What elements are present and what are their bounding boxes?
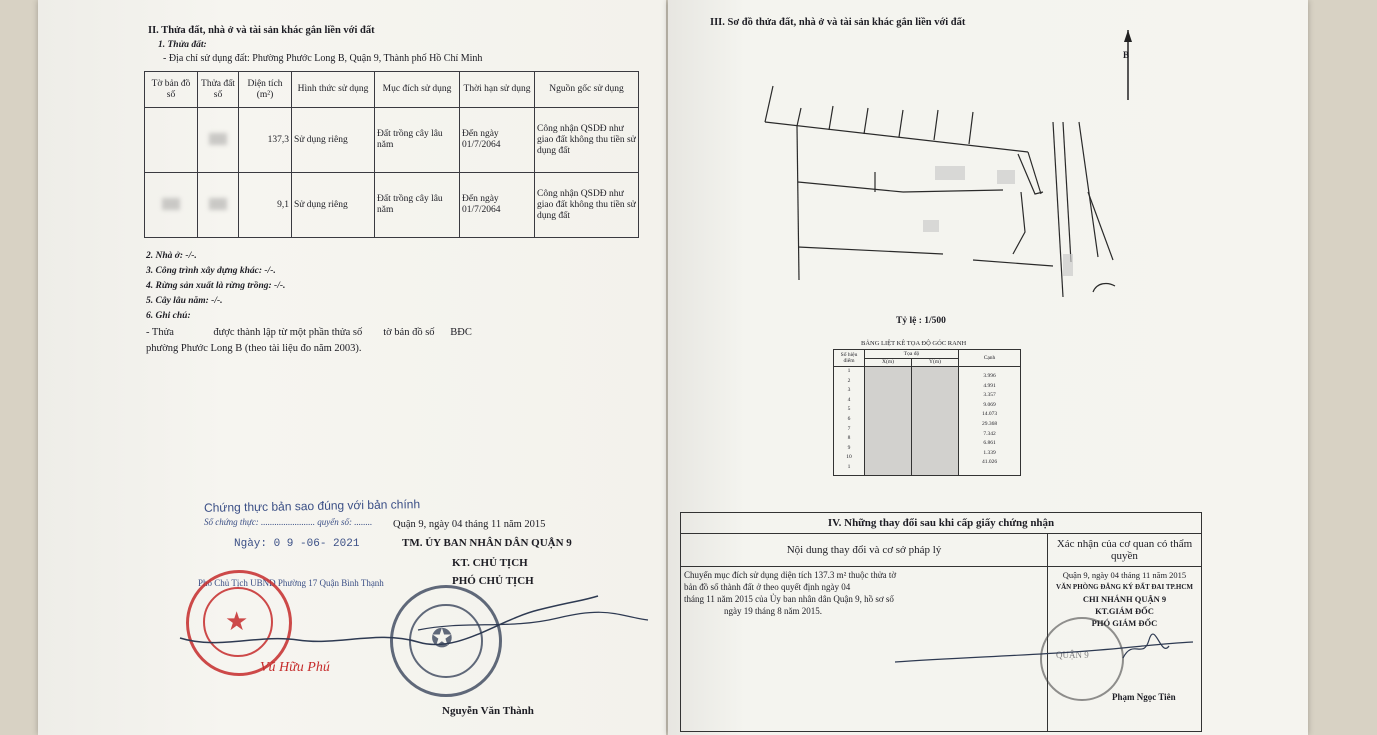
cell-term: Đến ngày 01/7/2064 bbox=[460, 173, 535, 238]
coord-point: 2 bbox=[847, 377, 851, 384]
seal-text: QUẬN 9 bbox=[1056, 650, 1089, 660]
right-signature-stroke bbox=[893, 628, 1203, 678]
coord-col-edge: Cạnh bbox=[959, 350, 1021, 367]
left-page bbox=[38, 0, 666, 735]
right-page bbox=[668, 0, 1308, 735]
coord-body bbox=[834, 367, 1021, 476]
sign-role: PHÓ CHỦ TỊCH bbox=[452, 575, 534, 587]
confirm-branch: CHI NHÁNH QUẬN 9 bbox=[1082, 594, 1167, 604]
changes-col-confirm: Xác nhận của cơ quan có thẩm quyền bbox=[1048, 534, 1202, 567]
coord-edge: 14.073 bbox=[981, 411, 998, 418]
confirm-kt: KT.GIÁM ĐỐC bbox=[1095, 606, 1154, 616]
redacted-mark bbox=[209, 198, 227, 210]
coord-y-values bbox=[912, 367, 959, 476]
coord-col-coords: Tọa độ bbox=[865, 350, 959, 359]
note-line-1: - Thửa được thành lập từ một phần thửa số tờ bản đồ số BĐC bbox=[146, 327, 472, 338]
redacted-mark bbox=[209, 133, 227, 145]
change-text-line: bản đồ số thành đất ở theo quyết định ngày 04 bbox=[684, 582, 851, 592]
changes-table bbox=[680, 512, 1202, 732]
list-item: 2. Nhà ở: -/-. bbox=[146, 251, 197, 261]
section-4-title: IV. Những thay đổi sau khi cấp giấy chứng nhận bbox=[681, 513, 1202, 534]
confirm-date: Quận 9, ngày 04 tháng 11 năm 2015 bbox=[1062, 570, 1187, 580]
changes-col-content: Nội dung thay đổi và cơ sở pháp lý bbox=[681, 534, 1048, 567]
coord-col-y: Y(m) bbox=[912, 358, 959, 367]
coord-points bbox=[834, 367, 865, 476]
scale-label: Tỷ lệ : 1/500 bbox=[896, 316, 946, 326]
table-row bbox=[145, 173, 639, 238]
coord-point: 7 bbox=[847, 425, 851, 432]
parcel-sketch bbox=[763, 82, 1143, 302]
coordinate-table bbox=[833, 349, 1021, 476]
cell-purpose: Đất trồng cây lâu năm bbox=[375, 173, 460, 238]
cell-form: Sử dụng riêng bbox=[292, 108, 375, 173]
cell-origin: Công nhận QSDĐ như giao đất không thu tiền sử dụng đất bbox=[535, 108, 639, 173]
star-icon: ★ bbox=[225, 607, 249, 636]
coord-col-x: X(m) bbox=[865, 358, 912, 367]
coord-point: 10 bbox=[846, 454, 852, 461]
coord-table-title: BẢNG LIỆT KÊ TỌA ĐỘ GÓC RANH bbox=[861, 340, 967, 347]
cell-map-sheet bbox=[145, 108, 198, 173]
redacted-mark bbox=[162, 198, 180, 210]
col-origin: Nguồn gốc sử dụng bbox=[535, 72, 639, 108]
coord-point: 8 bbox=[847, 435, 851, 442]
coord-edge: 6.861 bbox=[983, 440, 996, 447]
cell-area: 9,1 bbox=[239, 173, 292, 238]
cell-parcel-no bbox=[198, 108, 239, 173]
table-row bbox=[145, 108, 639, 173]
coord-point: 1 bbox=[847, 463, 851, 470]
col-usage-form: Hình thức sử dụng bbox=[292, 72, 375, 108]
signature-stroke bbox=[178, 590, 658, 660]
cell-purpose: Đất trồng cây lâu năm bbox=[375, 108, 460, 173]
change-text-line: tháng 11 năm 2015 của Ủy ban nhân dân Quận 9, hồ sơ số bbox=[684, 594, 894, 604]
confirm-signer: Phạm Ngọc Tiên bbox=[1112, 692, 1176, 702]
cell-area: 137,3 bbox=[239, 108, 292, 173]
coord-edge: 3.996 bbox=[983, 373, 996, 379]
certification-number: Số chứng thực: ........................ quyển số: ........ bbox=[204, 517, 373, 527]
signer-name: Nguyễn Văn Thành bbox=[442, 705, 534, 717]
coord-edge: 7.342 bbox=[983, 430, 996, 437]
cell-parcel-no bbox=[198, 173, 239, 238]
north-label: B bbox=[1123, 50, 1130, 60]
cell-map-sheet bbox=[145, 173, 198, 238]
coord-point: 1 bbox=[847, 368, 851, 374]
changes-header-row bbox=[681, 534, 1202, 567]
col-area: Diện tích (m²) bbox=[239, 72, 292, 108]
parcel-table-header bbox=[145, 72, 639, 108]
col-purpose: Mục đích sử dụng bbox=[375, 72, 460, 108]
confirm-office: VĂN PHÒNG ĐĂNG KÝ ĐẤT ĐAI TP.HCM bbox=[1056, 583, 1193, 591]
sign-kt: KT. CHỦ TỊCH bbox=[452, 557, 528, 569]
coord-point: 4 bbox=[847, 396, 851, 403]
coord-point: 6 bbox=[847, 415, 851, 422]
coord-edge: 3.357 bbox=[983, 392, 996, 399]
certification-signer: Vũ Hữu Phú bbox=[260, 660, 330, 675]
certification-date: Ngày: 0 9 -06- 2021 bbox=[234, 538, 360, 550]
list-item: 4. Rừng sản xuất là rừng trồng: -/-. bbox=[146, 281, 286, 291]
sign-date: Quận 9, ngày 04 tháng 11 năm 2015 bbox=[393, 519, 546, 530]
section-3-title: III. Sơ đồ thửa đất, nhà ở và tài sản khác gắn liền với đất bbox=[710, 17, 966, 28]
coord-x-values bbox=[865, 367, 912, 476]
coord-edge: 1.339 bbox=[983, 449, 996, 456]
coord-point: 3 bbox=[847, 387, 851, 394]
confirm-role: PHÓ GIÁM ĐỐC bbox=[1091, 618, 1158, 628]
coord-edge: 29.368 bbox=[981, 420, 998, 427]
note-line-2: phường Phước Long B (theo tài liệu đo năm 2003). bbox=[146, 343, 362, 354]
parcel-subtitle: 1. Thửa đất: bbox=[158, 40, 207, 50]
coord-col-point: Số hiệu điểm bbox=[834, 350, 865, 367]
changes-title-row bbox=[681, 513, 1202, 534]
change-text-line: ngày 19 tháng 8 năm 2015. bbox=[724, 606, 822, 616]
parcel-address: - Địa chỉ sử dụng đất: Phường Phước Long B, Quận 9, Thành phố Hồ Chí Minh bbox=[163, 53, 483, 64]
list-item: 5. Cây lâu năm: -/-. bbox=[146, 296, 223, 306]
list-item: 3. Công trình xây dựng khác: -/-. bbox=[146, 266, 276, 276]
coord-point: 5 bbox=[847, 406, 851, 413]
cell-form: Sử dụng riêng bbox=[292, 173, 375, 238]
change-text-line: Chuyển mục đích sử dụng diện tích 137.3 m² thuộc thửa tờ bbox=[684, 570, 897, 580]
coord-edges bbox=[959, 367, 1021, 476]
col-term: Thời hạn sử dụng bbox=[460, 72, 535, 108]
list-item: 6. Ghi chú: bbox=[146, 311, 191, 321]
section-2-title: II. Thửa đất, nhà ở và tài sản khác gắn liền với đất bbox=[148, 25, 375, 36]
col-parcel-no: Thửa đất số bbox=[198, 72, 239, 108]
col-map-sheet: Tờ bản đồ số bbox=[145, 72, 198, 108]
coord-header bbox=[834, 350, 1021, 359]
certification-title: Chứng thực bản sao đúng với bản chính bbox=[203, 497, 421, 515]
items-list bbox=[146, 249, 285, 324]
coord-edge: 9.069 bbox=[983, 401, 996, 408]
sign-organization: TM. ỦY BAN NHÂN DÂN QUẬN 9 bbox=[402, 537, 572, 549]
coord-edge: 41.026 bbox=[981, 459, 998, 466]
certification-place: Phó Chủ Tịch UBND Phường 17 Quận Bình Thạnh bbox=[198, 578, 384, 588]
parcel-table bbox=[144, 71, 639, 238]
coord-edge: 4.991 bbox=[983, 382, 996, 389]
coord-point: 9 bbox=[847, 444, 851, 451]
emblem-icon: ✪ bbox=[431, 624, 453, 653]
cell-origin: Công nhận QSDĐ như giao đất không thu tiền sử dụng đất bbox=[535, 173, 639, 238]
cell-term: Đến ngày 01/7/2064 bbox=[460, 108, 535, 173]
